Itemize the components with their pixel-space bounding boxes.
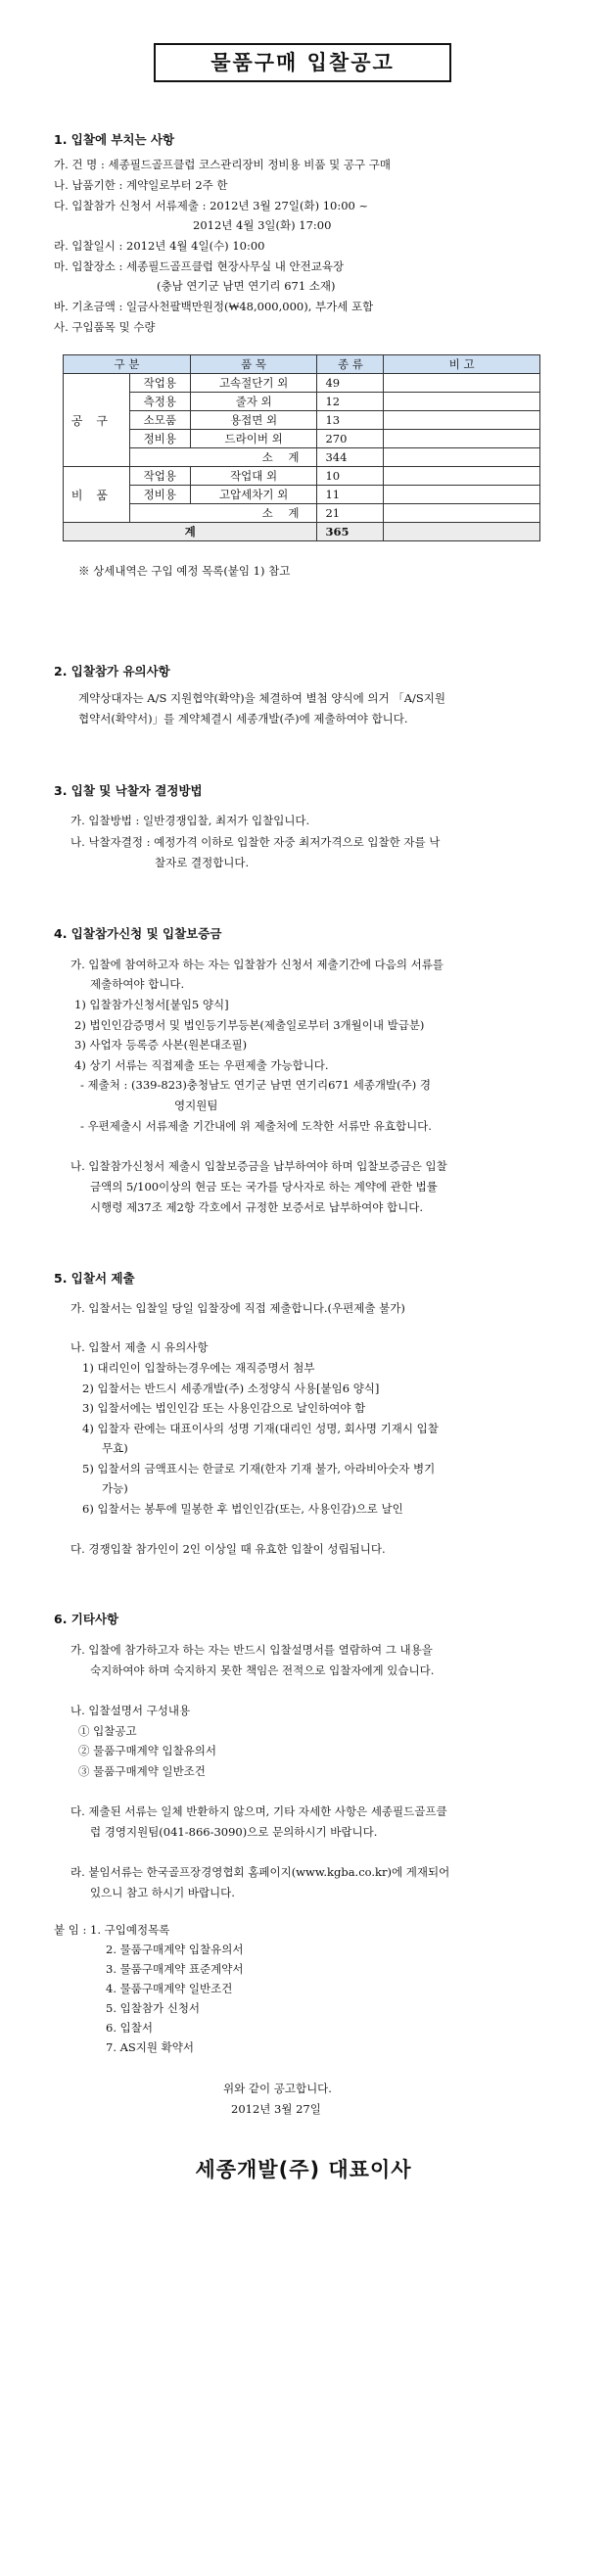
row-remarks xyxy=(384,393,540,411)
row-use: 정비용 xyxy=(129,430,190,448)
s5-line: 나. 입찰서 제출 시 유의사항 xyxy=(70,1340,209,1354)
row-use: 작업용 xyxy=(129,467,190,486)
s4-line: 2) 법인인감증명서 및 법인등기부등본(제출일로부터 3개월이내 발급분) xyxy=(74,1018,425,1032)
s4-line: 3) 사업자 등록증 사본(원본대조필) xyxy=(74,1038,248,1052)
s1-line: (충남 연기군 남면 연기리 671 소재) xyxy=(157,279,336,293)
attachment-line: 2. 물품구매계약 입찰유의서 xyxy=(106,1943,244,1956)
s1-line: 바. 기초금액 : 일금사천팔백만원정(₩48,000,000), 부가세 포함 xyxy=(54,300,374,313)
s5-line: 가능) xyxy=(102,1481,128,1495)
row-item: 용접면 외 xyxy=(190,411,317,430)
s5-line: 3) 입찰서에는 법인인감 또는 사용인감으로 날인하여야 함 xyxy=(82,1401,366,1415)
row-item: 고압세차기 외 xyxy=(190,486,317,504)
table-row xyxy=(64,486,540,504)
s6-line: ③ 물품구매계약 일반조건 xyxy=(78,1764,206,1778)
row-qty: 11 xyxy=(317,486,384,504)
attachment-line: 붙 임 : 1. 구입예정목록 xyxy=(54,1923,170,1937)
total-value: 365 xyxy=(317,523,384,541)
s1-line: 라. 입찰일시 : 2012년 4월 4일(수) 10:00 xyxy=(54,239,265,253)
s5-line: 가. 입찰서는 입찰일 당일 입찰장에 직접 제출합니다.(우편제출 불가) xyxy=(70,1301,405,1315)
s5-line: 무효) xyxy=(102,1441,128,1455)
row-qty: 10 xyxy=(317,467,384,486)
row-qty: 49 xyxy=(317,374,384,393)
header-remarks: 비 고 xyxy=(384,355,540,374)
attachment-line: 5. 입찰참가 신청서 xyxy=(106,2001,201,2015)
subtotal-row xyxy=(64,504,540,523)
s4-line: 가. 입찰에 참여하고자 하는 자는 입찰참가 신청서 제출기간에 다음의 서류를 xyxy=(70,958,444,971)
s4-line: 1) 입찰참가신청서[붙임5 양식] xyxy=(74,998,229,1011)
table-header-row xyxy=(64,355,540,374)
table-row xyxy=(64,430,540,448)
s4-line: 시행령 제37조 제2항 각호에서 규정한 보증서로 납부하여야 합니다. xyxy=(90,1200,424,1214)
s6-line: 있으니 참고 하시기 바랍니다. xyxy=(90,1886,235,1899)
section-6-heading: 6. 기타사항 xyxy=(54,1612,119,1626)
subtotal-value: 21 xyxy=(317,504,384,523)
s6-line: 가. 입찰에 참가하고자 하는 자는 반드시 입찰설명서를 열람하여 그 내용을 xyxy=(70,1643,433,1657)
section-5-heading: 5. 입찰서 제출 xyxy=(54,1271,135,1286)
s4-line: 영지원팀 xyxy=(174,1099,218,1112)
row-item: 작업대 외 xyxy=(190,467,317,486)
row-item: 드라이버 외 xyxy=(190,430,317,448)
s5-line: 1) 대리인이 입찰하는경우에는 재직증명서 첨부 xyxy=(82,1361,315,1375)
issuer-name: 세종개발(주) 대표이사 xyxy=(195,2158,412,2181)
table-row xyxy=(64,393,540,411)
s5-line: 6) 입찰서는 봉투에 밀봉한 후 법인인감(또는, 사용인감)으로 날인 xyxy=(82,1502,403,1516)
s5-line: 다. 경쟁입찰 참가인이 2인 이상일 때 유효한 입찰이 성립됩니다. xyxy=(70,1542,386,1556)
subtotal-label: 소 계 xyxy=(129,448,317,467)
total-label: 계 xyxy=(64,523,317,541)
section-4-heading: 4. 입찰참가신청 및 입찰보증금 xyxy=(54,926,222,941)
s4-line: 제출하여야 합니다. xyxy=(90,977,185,991)
header-kind: 종 류 xyxy=(317,355,384,374)
s4-line: - 제출처 : (339-823)충청남도 연기군 남면 연기리671 세종개발(주) 경 xyxy=(80,1078,431,1092)
s6-line: 나. 입찰설명서 구성내용 xyxy=(70,1704,191,1717)
s6-line: ① 입찰공고 xyxy=(78,1724,137,1738)
s2-line: 협약서(확약서)」를 계약체결시 세종개발(주)에 제출하여야 합니다. xyxy=(78,712,408,726)
s1-line: 나. 납품기한 : 계약일로부터 2주 한 xyxy=(54,178,228,192)
s1-line: 2012년 4월 3일(화) 17:00 xyxy=(193,218,332,232)
header-item: 품 목 xyxy=(190,355,317,374)
group-tools: 공구 xyxy=(64,374,130,467)
closing-date: 2012년 3월 27일 xyxy=(231,2102,321,2116)
row-remarks xyxy=(384,430,540,448)
s1-line: 다. 입찰참가 신청서 서류제출 : 2012년 3월 27일(화) 10:00 ~ xyxy=(54,199,369,212)
s2-line: 계약상대자는 A/S 지원협약(확약)을 체결하여 별첨 양식에 의거 「A/S지원 xyxy=(78,691,446,705)
subtotal-label: 소 계 xyxy=(129,504,317,523)
row-remarks xyxy=(384,467,540,486)
s5-line: 5) 입찰서의 금액표시는 한글로 기재(한자 기재 불가, 아라비아숫자 병기 xyxy=(82,1462,436,1475)
row-use: 소모품 xyxy=(129,411,190,430)
attachment-line: 3. 물품구매계약 표준계약서 xyxy=(106,1962,244,1976)
notice-title: 물품구매 입찰공고 xyxy=(154,43,451,82)
s3-line: 나. 낙찰자결정 : 예정가격 이하로 입찰한 자중 최저가격으로 입찰한 자를 낙 xyxy=(70,835,441,849)
header-category: 구 분 xyxy=(64,355,191,374)
s4-line: 금액의 5/100이상의 현금 또는 국가를 당사자로 하는 계약에 관한 법률 xyxy=(90,1180,438,1194)
s4-line: 4) 상기 서류는 직접제출 또는 우편제출 가능합니다. xyxy=(74,1058,329,1072)
row-use: 정비용 xyxy=(129,486,190,504)
row-qty: 13 xyxy=(317,411,384,430)
s4-line: - 우편제출시 서류제출 기간내에 위 제출처에 도착한 서류만 유효합니다. xyxy=(80,1119,432,1133)
attachment-line: 6. 입찰서 xyxy=(106,2021,153,2035)
row-remarks xyxy=(384,448,540,467)
row-item: 고속절단기 외 xyxy=(190,374,317,393)
s3-line: 가. 입찰방법 : 일반경쟁입찰, 최저가 입찰입니다. xyxy=(70,814,310,827)
s5-line: 4) 입찰자 란에는 대표이사의 성명 기재(대리인 성명, 회사명 기재시 입찰 xyxy=(82,1422,439,1435)
s6-line: 숙지하여야 하며 숙지하지 못한 책임은 전적으로 입찰자에게 있습니다. xyxy=(90,1663,435,1677)
s3-line: 찰자로 결정합니다. xyxy=(155,856,250,869)
row-remarks xyxy=(384,374,540,393)
table-row xyxy=(64,467,540,486)
row-remarks xyxy=(384,486,540,504)
s1-line: 마. 입찰장소 : 세종필드골프클럽 현장사무실 내 안전교육장 xyxy=(54,259,345,273)
section-1-heading: 1. 입찰에 부치는 사항 xyxy=(54,132,175,147)
subtotal-value: 344 xyxy=(317,448,384,467)
row-qty: 270 xyxy=(317,430,384,448)
row-remarks xyxy=(384,523,540,541)
table-row xyxy=(64,411,540,430)
attachment-line: 7. AS지원 확약서 xyxy=(106,2040,195,2054)
row-use: 작업용 xyxy=(129,374,190,393)
section-2-heading: 2. 입찰참가 유의사항 xyxy=(54,664,170,679)
closing-statement: 위와 같이 공고합니다. xyxy=(223,2082,332,2095)
s6-line: 럽 경영지원팀(041-866-3090)으로 문의하시기 바랍니다. xyxy=(90,1825,378,1839)
s1-line: 사. 구입품목 및 수량 xyxy=(54,320,156,334)
row-use: 측정용 xyxy=(129,393,190,411)
s1-line: 가. 건 명 : 세종필드골프클럽 코스관리장비 정비용 비품 및 공구 구매 xyxy=(54,158,392,171)
row-remarks xyxy=(384,411,540,430)
s6-line: 다. 제출된 서류는 일체 반환하지 않으며, 기타 자세한 사항은 세종필드골프클 xyxy=(70,1804,447,1818)
attachment-line: 4. 물품구매계약 일반조건 xyxy=(106,1982,233,1995)
section-3-heading: 3. 입찰 및 낙찰자 결정방법 xyxy=(54,783,203,798)
row-qty: 12 xyxy=(317,393,384,411)
purchase-items-table xyxy=(63,354,540,541)
s6-line: ② 물품구매계약 입찰유의서 xyxy=(78,1744,217,1757)
group-fixtures: 비품 xyxy=(64,467,130,523)
s5-line: 2) 입찰서는 반드시 세종개발(주) 소정양식 사용[붙임6 양식] xyxy=(82,1382,380,1395)
row-remarks xyxy=(384,504,540,523)
table-row xyxy=(64,374,540,393)
s6-line: 라. 붙임서류는 한국골프장경영협회 홈페이지(www.kgba.co.kr)에 게재되어 xyxy=(70,1865,450,1879)
subtotal-row xyxy=(64,448,540,467)
table-note: ※ 상세내역은 구입 예정 목록(붙임 1) 참고 xyxy=(78,564,291,578)
row-item: 줄자 외 xyxy=(190,393,317,411)
total-row xyxy=(64,523,540,541)
s4-line: 나. 입찰참가신청서 제출시 입찰보증금을 납부하여야 하며 입찰보증금은 입찰 xyxy=(70,1159,447,1173)
